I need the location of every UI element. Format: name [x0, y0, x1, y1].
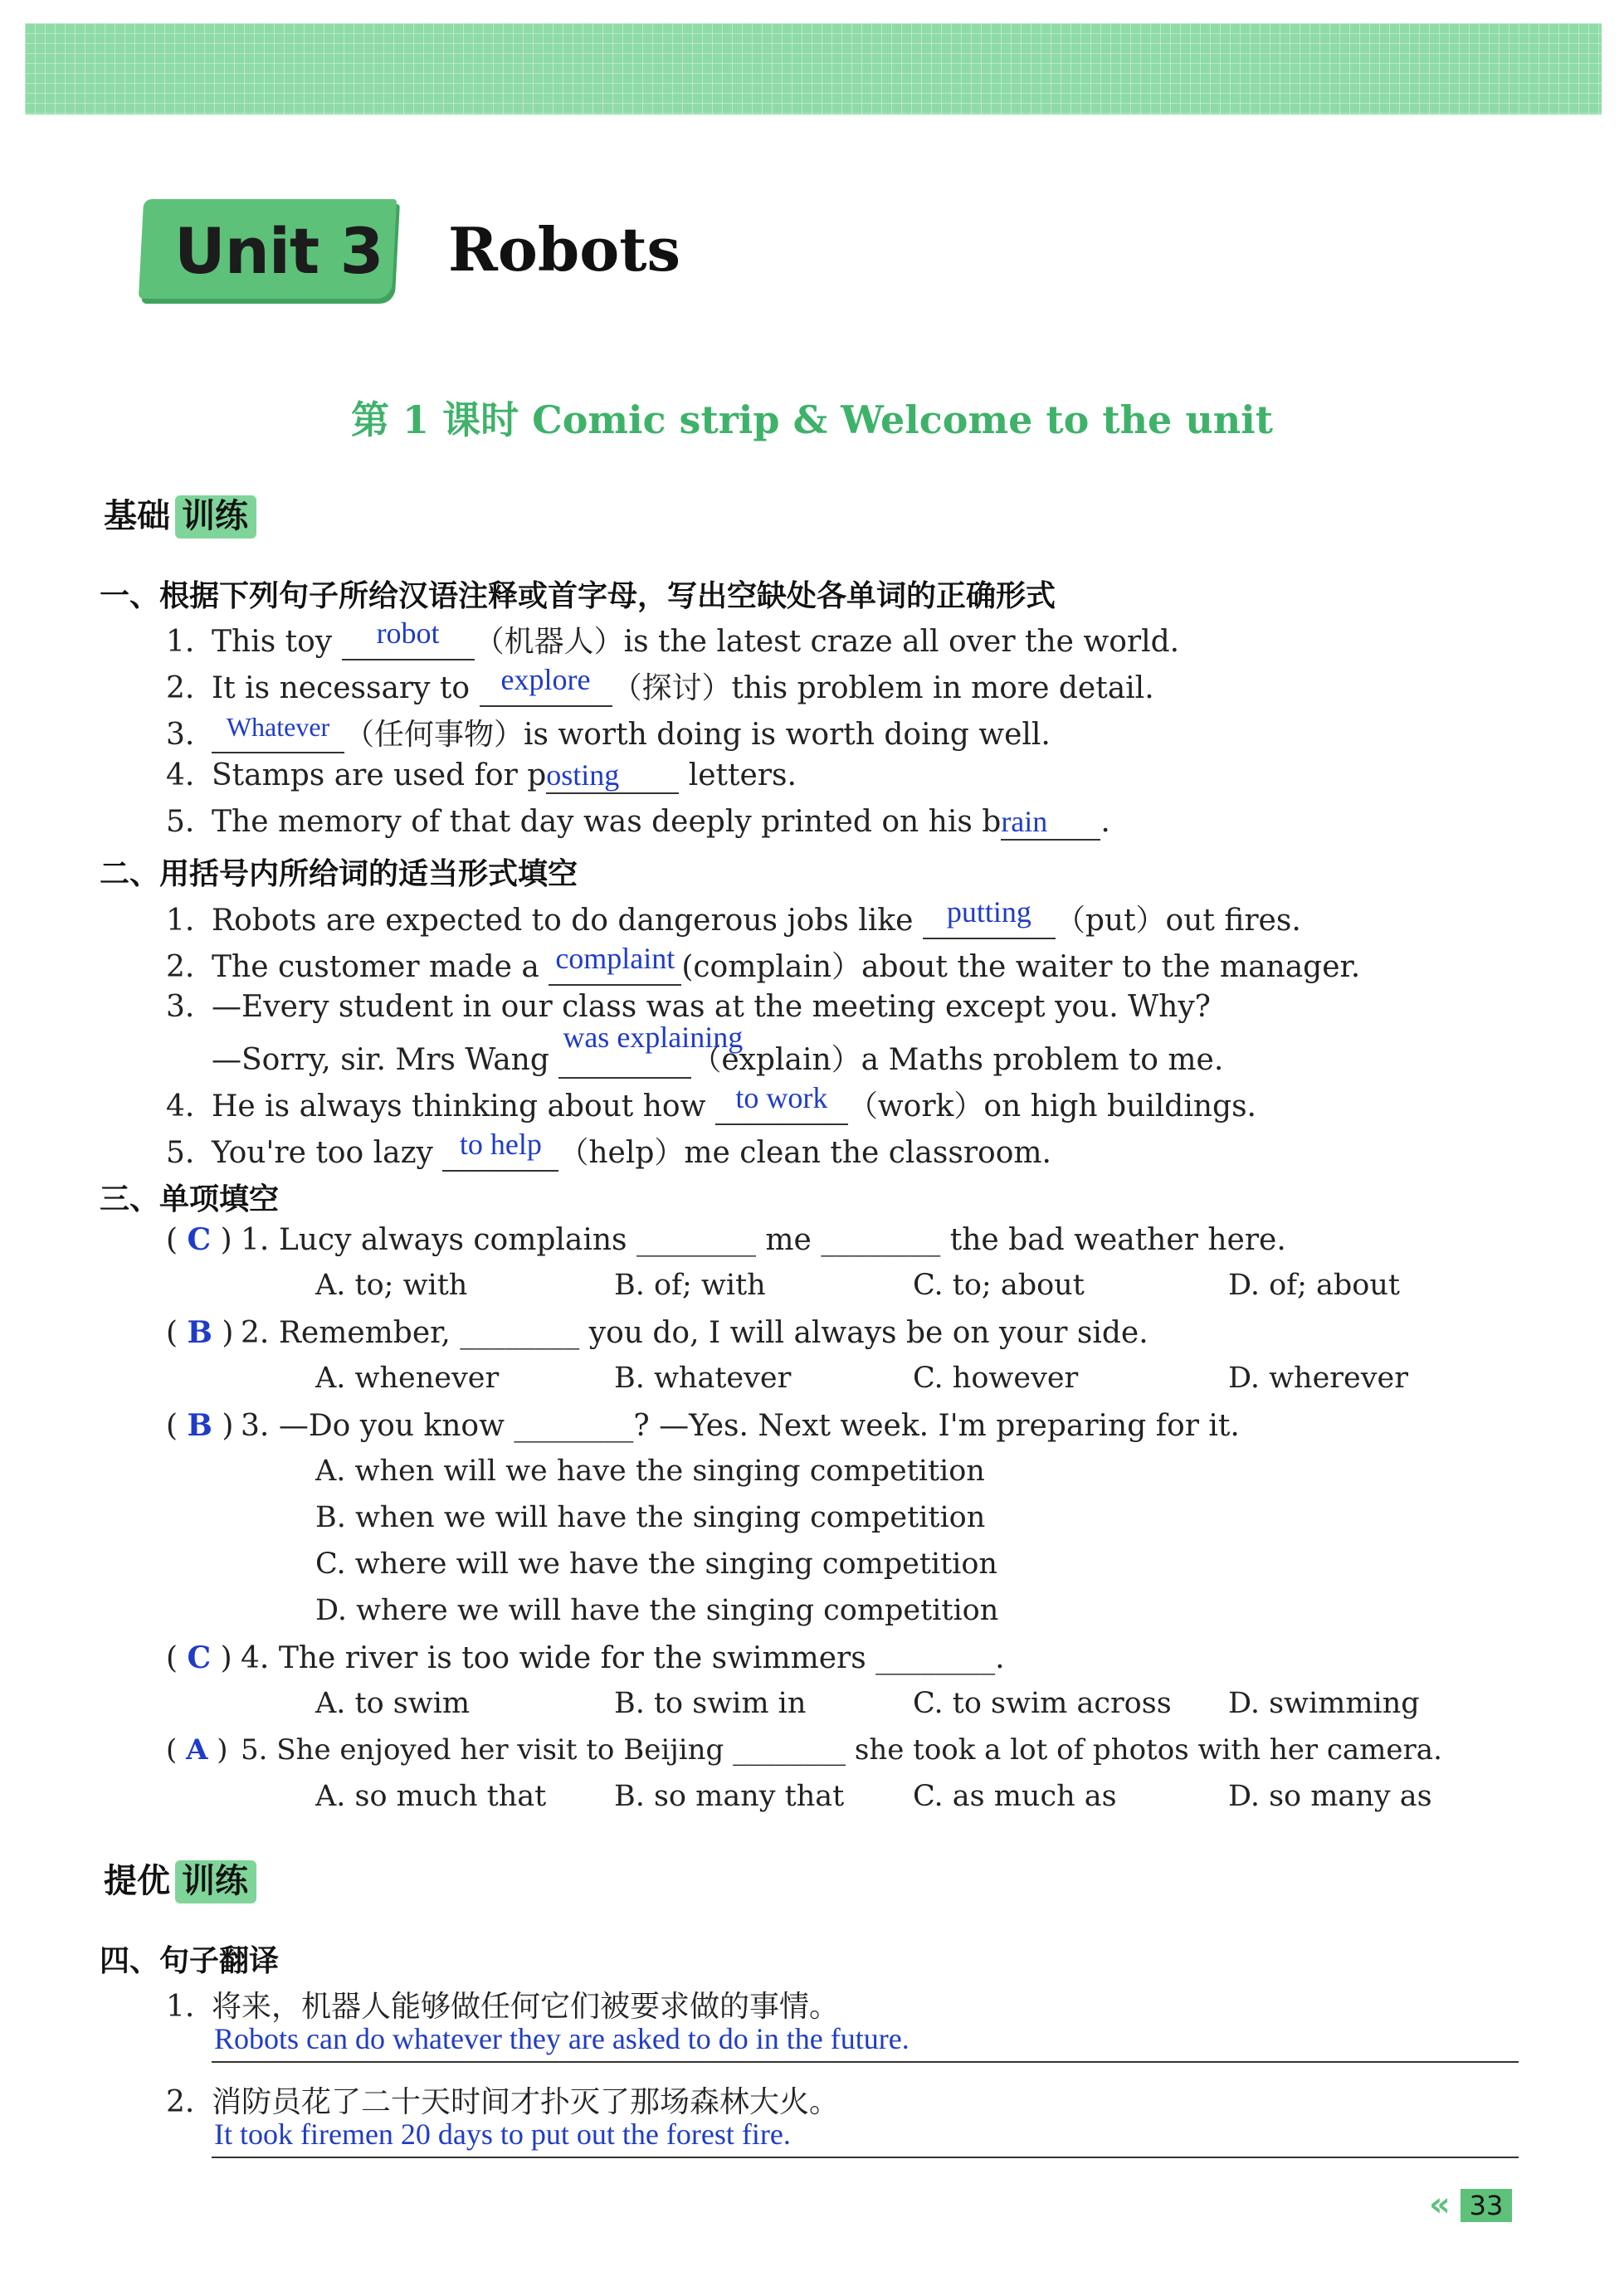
tag-text: 基础 — [104, 497, 170, 535]
list-item — [166, 711, 1051, 753]
option: B. so many that — [614, 1780, 845, 1813]
list-item — [166, 897, 1301, 939]
list-item — [166, 990, 1211, 1024]
item-text: 将来，机器人能够做任何它们被要求做的事情。 — [212, 1990, 840, 2024]
answer: complaint — [555, 942, 675, 975]
option: A. so much that — [315, 1780, 547, 1813]
item-num: 4. — [241, 1641, 270, 1675]
option: D. where we will have the singing competition — [315, 1594, 999, 1627]
item-num: 2. — [166, 950, 195, 984]
header-band — [25, 23, 1602, 115]
mc-question: ( A ) 5. She enjoyed her visit to Beijing ________ she took a lot of photos with her camera. — [166, 1733, 1442, 1767]
item-text: Robots are expected to do dangerous jobs like — [212, 904, 923, 938]
option: B. when we will have the singing competition — [315, 1501, 986, 1534]
item-num: 1. — [241, 1223, 270, 1257]
item-num: 2. — [166, 671, 195, 705]
item-text: —Do you know ________? —Yes. Next week. I'm preparing for it. — [278, 1409, 1240, 1443]
item-num: 2. — [166, 2085, 195, 2119]
mc-question: ( B ) 3. —Do you know ________? —Yes. Next week. I'm preparing for it. — [166, 1408, 1240, 1443]
list-item — [166, 943, 1360, 986]
mc-answer: A — [186, 1733, 208, 1767]
list-item — [166, 1083, 1256, 1125]
item-text: He is always thinking about how — [212, 1089, 715, 1123]
answer: to work — [735, 1081, 828, 1114]
tag-text: 提优 — [104, 1862, 170, 1900]
item-text: You're too lazy — [212, 1136, 443, 1170]
item-text: （explain）a Maths problem to me. — [691, 1043, 1224, 1077]
option: A. when will we have the singing competition — [315, 1455, 985, 1488]
list-item — [166, 618, 1179, 660]
option: D. swimming — [1228, 1687, 1420, 1720]
item-text: （put）out fires. — [1055, 904, 1301, 938]
translation-item — [166, 2079, 839, 2121]
mc-answer: C — [187, 1640, 212, 1675]
mc-question: ( C ) 4. The river is too wide for the swimmers ________. — [166, 1640, 1005, 1675]
answer: to help — [459, 1128, 542, 1161]
item-num: 4. — [166, 1089, 195, 1123]
mc-question: ( B ) 2. Remember, ________ you do, I will always be on your side. — [166, 1315, 1149, 1350]
item-text: The memory of that day was deeply printed on his b — [212, 805, 1002, 839]
answer: rain — [1001, 805, 1048, 838]
section3-heading: 三、单项填空 — [100, 1182, 280, 1216]
option: A. whenever — [315, 1362, 500, 1395]
option: B. of; with — [614, 1269, 766, 1302]
item-num: 3. — [241, 1409, 270, 1443]
list-item — [166, 1021, 1224, 1079]
page-number: 33 — [1461, 2189, 1512, 2222]
item-num: 3. — [166, 718, 195, 752]
item-text: She enjoyed her visit to Beijing ________ she took a lot of photos with her camera. — [276, 1733, 1442, 1767]
option: D. so many as — [1228, 1780, 1432, 1813]
option: B. whatever — [614, 1362, 792, 1395]
item-num: 3. — [166, 990, 195, 1024]
section1-heading: 一、根据下列句子所给汉语注释或首字母，写出空缺处各单词的正确形式 — [100, 579, 1056, 613]
item-num: 1. — [166, 904, 195, 938]
item-text: （work）on high buildings. — [847, 1089, 1256, 1123]
item-text: (complain）about the waiter to the manager. — [681, 950, 1361, 984]
option: B. to swim in — [614, 1687, 807, 1720]
unit-title: Robots — [448, 214, 681, 285]
answer: osting — [546, 758, 620, 792]
option: C. however — [913, 1362, 1079, 1395]
option: C. to; about — [913, 1269, 1085, 1302]
item-text: . — [1100, 805, 1110, 839]
item-text: （探讨）this problem in more detail. — [612, 671, 1154, 705]
chevron-left-icon: « — [1429, 2186, 1451, 2224]
mc-answer: B — [187, 1315, 212, 1350]
item-text: letters. — [679, 758, 797, 792]
mc-question: ( C ) 1. Lucy always complains ________ me ________ the bad weather here. — [166, 1222, 1286, 1257]
answer: explore — [500, 663, 591, 696]
item-num: 2. — [241, 1316, 270, 1350]
answer-line — [212, 2061, 1519, 2063]
item-num: 4. — [166, 758, 195, 792]
option: A. to; with — [315, 1269, 468, 1302]
list-item — [166, 1129, 1051, 1172]
item-num: 1. — [166, 1990, 195, 2024]
item-text: This toy — [212, 625, 342, 659]
lesson-title: 第 1 课时 Comic strip & Welcome to the unit — [351, 397, 1273, 442]
item-text: The river is too wide for the swimmers ________. — [278, 1641, 1005, 1675]
option: A. to swim — [315, 1687, 471, 1720]
option: C. to swim across — [913, 1687, 1172, 1720]
answer: robot — [376, 617, 440, 650]
option: C. where will we have the singing competition — [315, 1547, 997, 1581]
item-text: （任何事物）is worth doing is worth doing well. — [344, 718, 1051, 752]
item-text: —Sorry, sir. Mrs Wang — [212, 1043, 559, 1077]
tag-highlight: 训练 — [175, 1860, 256, 1903]
unit-label: Unit 3 — [174, 214, 383, 288]
item-num: 5. — [241, 1733, 268, 1767]
advanced-training-tag — [104, 1855, 256, 1902]
mc-answer: C — [187, 1222, 212, 1257]
section4-heading: 四、句子翻译 — [100, 1944, 280, 1978]
section2-heading: 二、用括号内所给词的适当形式填空 — [100, 857, 578, 891]
basic-training-tag — [104, 490, 256, 537]
mc-answer: B — [187, 1408, 212, 1443]
answer-line — [212, 2157, 1519, 2158]
item-text: Remember, ________ you do, I will always be on your side. — [278, 1316, 1149, 1350]
answer: Whatever — [226, 712, 330, 742]
tag-highlight: 训练 — [175, 495, 256, 539]
list-item — [166, 758, 797, 794]
item-num: 5. — [166, 805, 195, 839]
item-num: 5. — [166, 1136, 195, 1170]
item-text: The customer made a — [212, 950, 549, 984]
answer: putting — [946, 895, 1031, 928]
item-text: —Every student in our class was at the meeting except you. Why? — [212, 990, 1211, 1024]
item-num: 1. — [166, 625, 195, 659]
item-text: （help）me clean the classroom. — [558, 1136, 1051, 1170]
list-item — [166, 804, 1110, 841]
item-text: 消防员花了二十天时间才扑灭了那场森林大火。 — [212, 2085, 840, 2119]
item-text: Lucy always complains ________ me ________ the bad weather here. — [278, 1223, 1286, 1257]
answer: Robots can do whatever they are asked to do in the future. — [214, 2022, 910, 2055]
item-text: It is necessary to — [212, 671, 480, 705]
translation-item — [166, 1983, 839, 2025]
answer: was explaining — [563, 1021, 744, 1054]
answer: It took firemen 20 days to put out the forest fire. — [214, 2118, 791, 2151]
item-text: Stamps are used for p — [212, 758, 547, 792]
option: D. of; about — [1228, 1269, 1400, 1302]
item-text: （机器人）is the latest craze all over the world. — [474, 625, 1180, 659]
list-item — [166, 665, 1154, 707]
option: C. as much as — [913, 1780, 1117, 1813]
option: D. wherever — [1228, 1362, 1408, 1395]
